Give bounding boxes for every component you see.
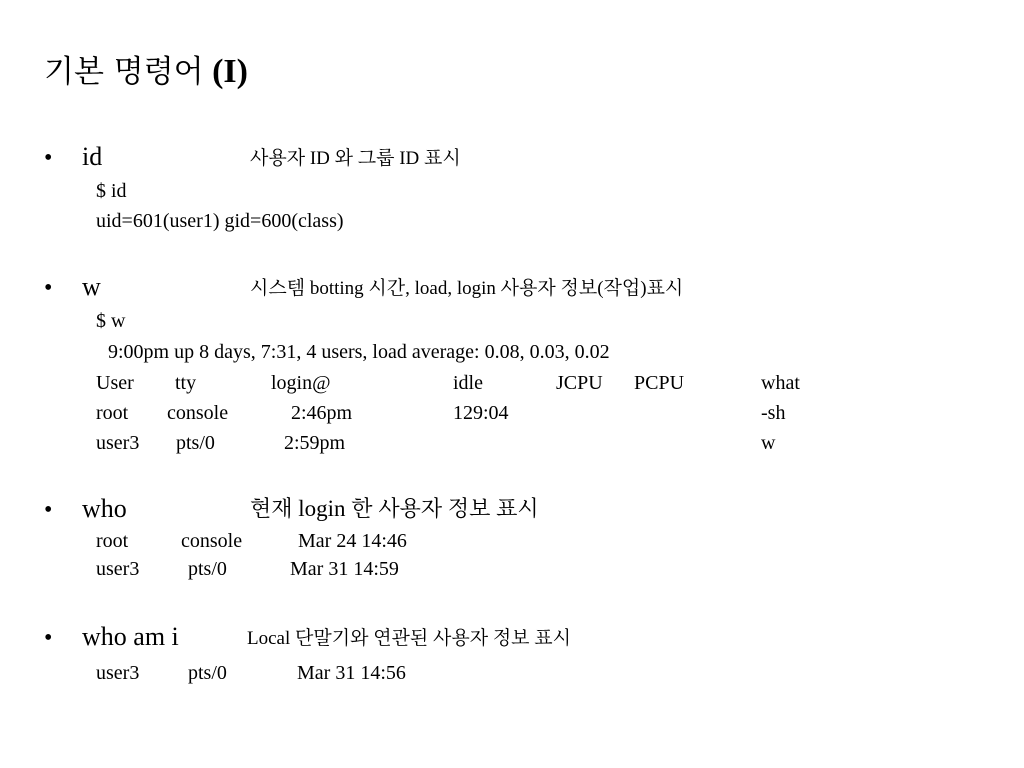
command-who-am-i: who am i: [82, 622, 179, 651]
table-header-cell: User: [96, 372, 134, 394]
table-cell: pts/0: [176, 432, 215, 454]
table-cell: -sh: [761, 402, 786, 424]
table-cell: 2:46pm: [291, 402, 353, 424]
table-cell: user3: [96, 432, 140, 454]
table-header-cell: what: [761, 372, 800, 394]
table-cell: user3: [96, 558, 140, 580]
table-cell: console: [181, 530, 243, 552]
description-id: 사용자 ID 와 그룹 ID 표시: [250, 147, 461, 169]
table-header-cell: idle: [453, 372, 483, 394]
slide-title: [44, 50, 248, 94]
table-cell: console: [167, 402, 229, 424]
bullet-marker: •: [44, 145, 53, 171]
output-line: $ id: [96, 180, 127, 202]
table-cell: user3: [96, 662, 140, 684]
output-line: 9:00pm up 8 days, 7:31, 4 users, load average: 0.08, 0.03, 0.02: [108, 341, 610, 363]
table-header-cell: tty: [175, 372, 197, 394]
output-line: uid=601(user1) gid=600(class): [96, 210, 344, 232]
table-cell: Mar 31 14:56: [297, 662, 406, 684]
table-cell: Mar 31 14:59: [290, 558, 399, 580]
output-line: $ w: [96, 310, 126, 332]
table-cell: root: [96, 402, 129, 424]
bullet-marker: •: [44, 625, 53, 651]
table-header-cell: PCPU: [634, 372, 685, 394]
table-cell: 129:04: [453, 402, 509, 424]
table-cell: pts/0: [188, 662, 227, 684]
bullet-marker: •: [44, 275, 53, 301]
command-who: who: [82, 494, 127, 523]
slide-title-korean: 기본 명령어: [44, 54, 204, 90]
table-cell: w: [761, 432, 776, 454]
description-who-am-i: Local 단말기와 연관된 사용자 정보 표시: [247, 627, 571, 649]
slide-title-suffix: (I): [212, 53, 248, 90]
description-w: 시스템 botting 시간, load, login 사용자 정보(작업)표시: [250, 277, 684, 299]
table-cell: 2:59pm: [284, 432, 346, 454]
table-cell: pts/0: [188, 558, 227, 580]
description-who: 현재 login 한 사용자 정보 표시: [250, 496, 539, 522]
command-w: w: [82, 272, 101, 301]
table-header-cell: login@: [271, 372, 331, 394]
table-header-cell: JCPU: [556, 372, 603, 394]
command-id: id: [82, 142, 103, 171]
table-cell: root: [96, 530, 129, 552]
table-cell: Mar 24 14:46: [298, 530, 407, 552]
bullet-marker: •: [44, 497, 53, 523]
